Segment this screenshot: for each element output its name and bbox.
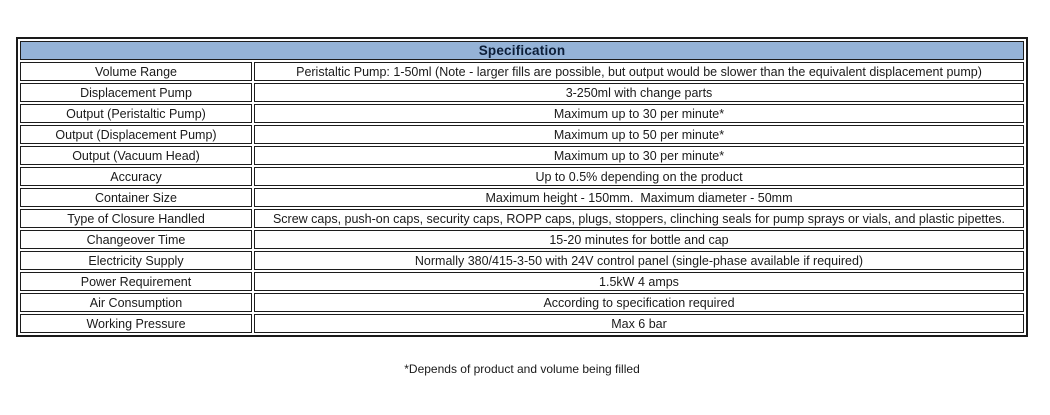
spec-value: Maximum height - 150mm. Maximum diameter - 50mm [254, 188, 1024, 207]
spec-row [20, 83, 1024, 102]
spec-label: Accuracy [20, 167, 252, 186]
table-title: Specification [20, 41, 1024, 60]
spec-label: Volume Range [20, 62, 252, 81]
spec-value: Max 6 bar [254, 314, 1024, 333]
spec-value: Maximum up to 30 per minute* [254, 104, 1024, 123]
spec-row [20, 167, 1024, 186]
spec-row [20, 251, 1024, 270]
spec-row [20, 146, 1024, 165]
spec-value: 15-20 minutes for bottle and cap [254, 230, 1024, 249]
spec-value: 1.5kW 4 amps [254, 272, 1024, 291]
spec-row [20, 125, 1024, 144]
spec-label: Container Size [20, 188, 252, 207]
spec-row [20, 188, 1024, 207]
spec-label: Displacement Pump [20, 83, 252, 102]
spec-label: Output (Peristaltic Pump) [20, 104, 252, 123]
table-title-row [20, 41, 1024, 60]
spec-rows [20, 62, 1024, 333]
spec-value: Maximum up to 50 per minute* [254, 125, 1024, 144]
spec-label: Electricity Supply [20, 251, 252, 270]
spec-row [20, 272, 1024, 291]
spec-label: Output (Displacement Pump) [20, 125, 252, 144]
specification-table [16, 37, 1028, 337]
spec-row [20, 62, 1024, 81]
spec-label: Air Consumption [20, 293, 252, 312]
spec-row [20, 230, 1024, 249]
spec-value: Screw caps, push-on caps, security caps, ROPP caps, plugs, stoppers, clinching seals for pump sprays or vials, and plastic pipettes. [254, 209, 1024, 228]
spec-value: Maximum up to 30 per minute* [254, 146, 1024, 165]
spec-label: Power Requirement [20, 272, 252, 291]
spec-value: 3-250ml with change parts [254, 83, 1024, 102]
spec-value: Up to 0.5% depending on the product [254, 167, 1024, 186]
spec-row [20, 104, 1024, 123]
spec-label: Output (Vacuum Head) [20, 146, 252, 165]
spec-value: Peristaltic Pump: 1-50ml (Note - larger fills are possible, but output would be slower than the equivalent displacement pump) [254, 62, 1024, 81]
spec-label: Changeover Time [20, 230, 252, 249]
spec-row [20, 293, 1024, 312]
spec-value: Normally 380/415-3-50 with 24V control panel (single-phase available if required) [254, 251, 1024, 270]
spec-table [18, 39, 1026, 335]
spec-row [20, 209, 1024, 228]
spec-value: According to specification required [254, 293, 1024, 312]
spec-label: Working Pressure [20, 314, 252, 333]
spec-row [20, 314, 1024, 333]
spec-label: Type of Closure Handled [20, 209, 252, 228]
footnote: *Depends of product and volume being filled [404, 362, 640, 376]
